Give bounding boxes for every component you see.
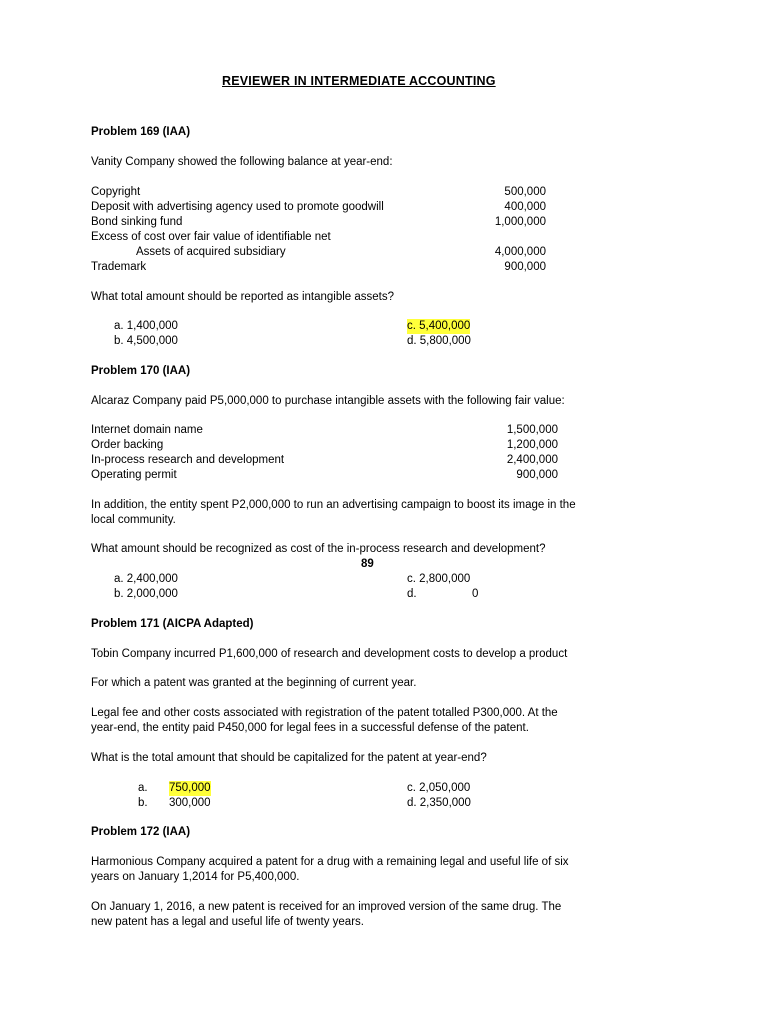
- choice-b: b. 4,500,000: [114, 335, 178, 347]
- choice-b-label: b.: [138, 797, 148, 809]
- paragraph-line: For which a patent was granted at the beginning of current year.: [91, 677, 417, 689]
- problem-169-question: What total amount should be reported as intangible assets?: [91, 291, 395, 303]
- choice-c: c. 2,800,000: [407, 573, 471, 585]
- item-value: 4,000,000: [494, 246, 546, 258]
- choice-c-highlighted: c. 5,400,000: [407, 320, 471, 332]
- page-title: REVIEWER IN INTERMEDIATE ACCOUNTING: [222, 74, 496, 88]
- paragraph-line: local community.: [91, 514, 176, 526]
- choice-a: a. 1,400,000: [114, 320, 178, 332]
- problem-170-heading: Problem 170 (IAA): [91, 365, 191, 377]
- paragraph-line: On January 1, 2016, a new patent is received for an improved version of the same drug. The: [91, 901, 562, 913]
- item-label: Excess of cost over fair value of identifiable net: [91, 231, 331, 243]
- item-value: 2,400,000: [506, 454, 558, 466]
- choice-a: a. 2,400,000: [114, 573, 178, 585]
- item-label: Trademark: [91, 261, 147, 273]
- page-number: 89: [361, 558, 374, 570]
- choice-d-label: d.: [407, 588, 417, 600]
- choice-b-value: 300,000: [169, 797, 211, 809]
- item-value: 1,000,000: [494, 216, 546, 228]
- item-label: In-process research and development: [91, 454, 285, 466]
- choice-a-value-highlighted: 750,000: [169, 782, 211, 794]
- paragraph-line: years on January 1,2014 for P5,400,000.: [91, 871, 300, 883]
- paragraph-line: Legal fee and other costs associated with registration of the patent totalled P300,000. At the: [91, 707, 558, 719]
- problem-171-question: What is the total amount that should be capitalized for the patent at year-end?: [91, 752, 487, 764]
- item-label: Bond sinking fund: [91, 216, 183, 228]
- choice-d: d. 5,800,000: [407, 335, 471, 347]
- item-label: Operating permit: [91, 469, 177, 481]
- paragraph-line: year-end, the entity paid P450,000 for legal fees in a successful defense of the patent.: [91, 722, 529, 734]
- problem-170-intro: Alcaraz Company paid P5,000,000 to purchase intangible assets with the following fair value:: [91, 395, 565, 407]
- choice-b: b. 2,000,000: [114, 588, 178, 600]
- item-label: Order backing: [91, 439, 164, 451]
- item-label: Internet domain name: [91, 424, 203, 436]
- paragraph-line: Harmonious Company acquired a patent for a drug with a remaining legal and useful life of six: [91, 856, 569, 868]
- problem-169-intro: Vanity Company showed the following balance at year-end:: [91, 156, 393, 168]
- item-label: Deposit with advertising agency used to promote goodwill: [91, 201, 384, 213]
- problem-172-heading: Problem 172 (IAA): [91, 826, 191, 838]
- choice-a-label: a.: [138, 782, 148, 794]
- item-value: 1,500,000: [506, 424, 558, 436]
- choice-d: d. 2,350,000: [407, 797, 471, 809]
- choice-d-value: 0: [472, 588, 479, 600]
- item-label: Copyright: [91, 186, 141, 198]
- paragraph-line: Tobin Company incurred P1,600,000 of research and development costs to develop a product: [91, 648, 568, 660]
- item-value: 500,000: [504, 186, 546, 198]
- choice-c: c. 2,050,000: [407, 782, 471, 794]
- problem-171-heading: Problem 171 (AICPA Adapted): [91, 618, 254, 630]
- item-label: Assets of acquired subsidiary: [136, 246, 286, 258]
- problem-170-question: What amount should be recognized as cost of the in-process research and development?: [91, 543, 546, 555]
- item-value: 900,000: [516, 469, 558, 481]
- paragraph-line: new patent has a legal and useful life of twenty years.: [91, 916, 364, 928]
- item-value: 900,000: [504, 261, 546, 273]
- item-value: 400,000: [504, 201, 546, 213]
- item-value: 1,200,000: [506, 439, 558, 451]
- paragraph-line: In addition, the entity spent P2,000,000 to run an advertising campaign to boost its image in the: [91, 499, 576, 511]
- problem-169-heading: Problem 169 (IAA): [91, 126, 191, 138]
